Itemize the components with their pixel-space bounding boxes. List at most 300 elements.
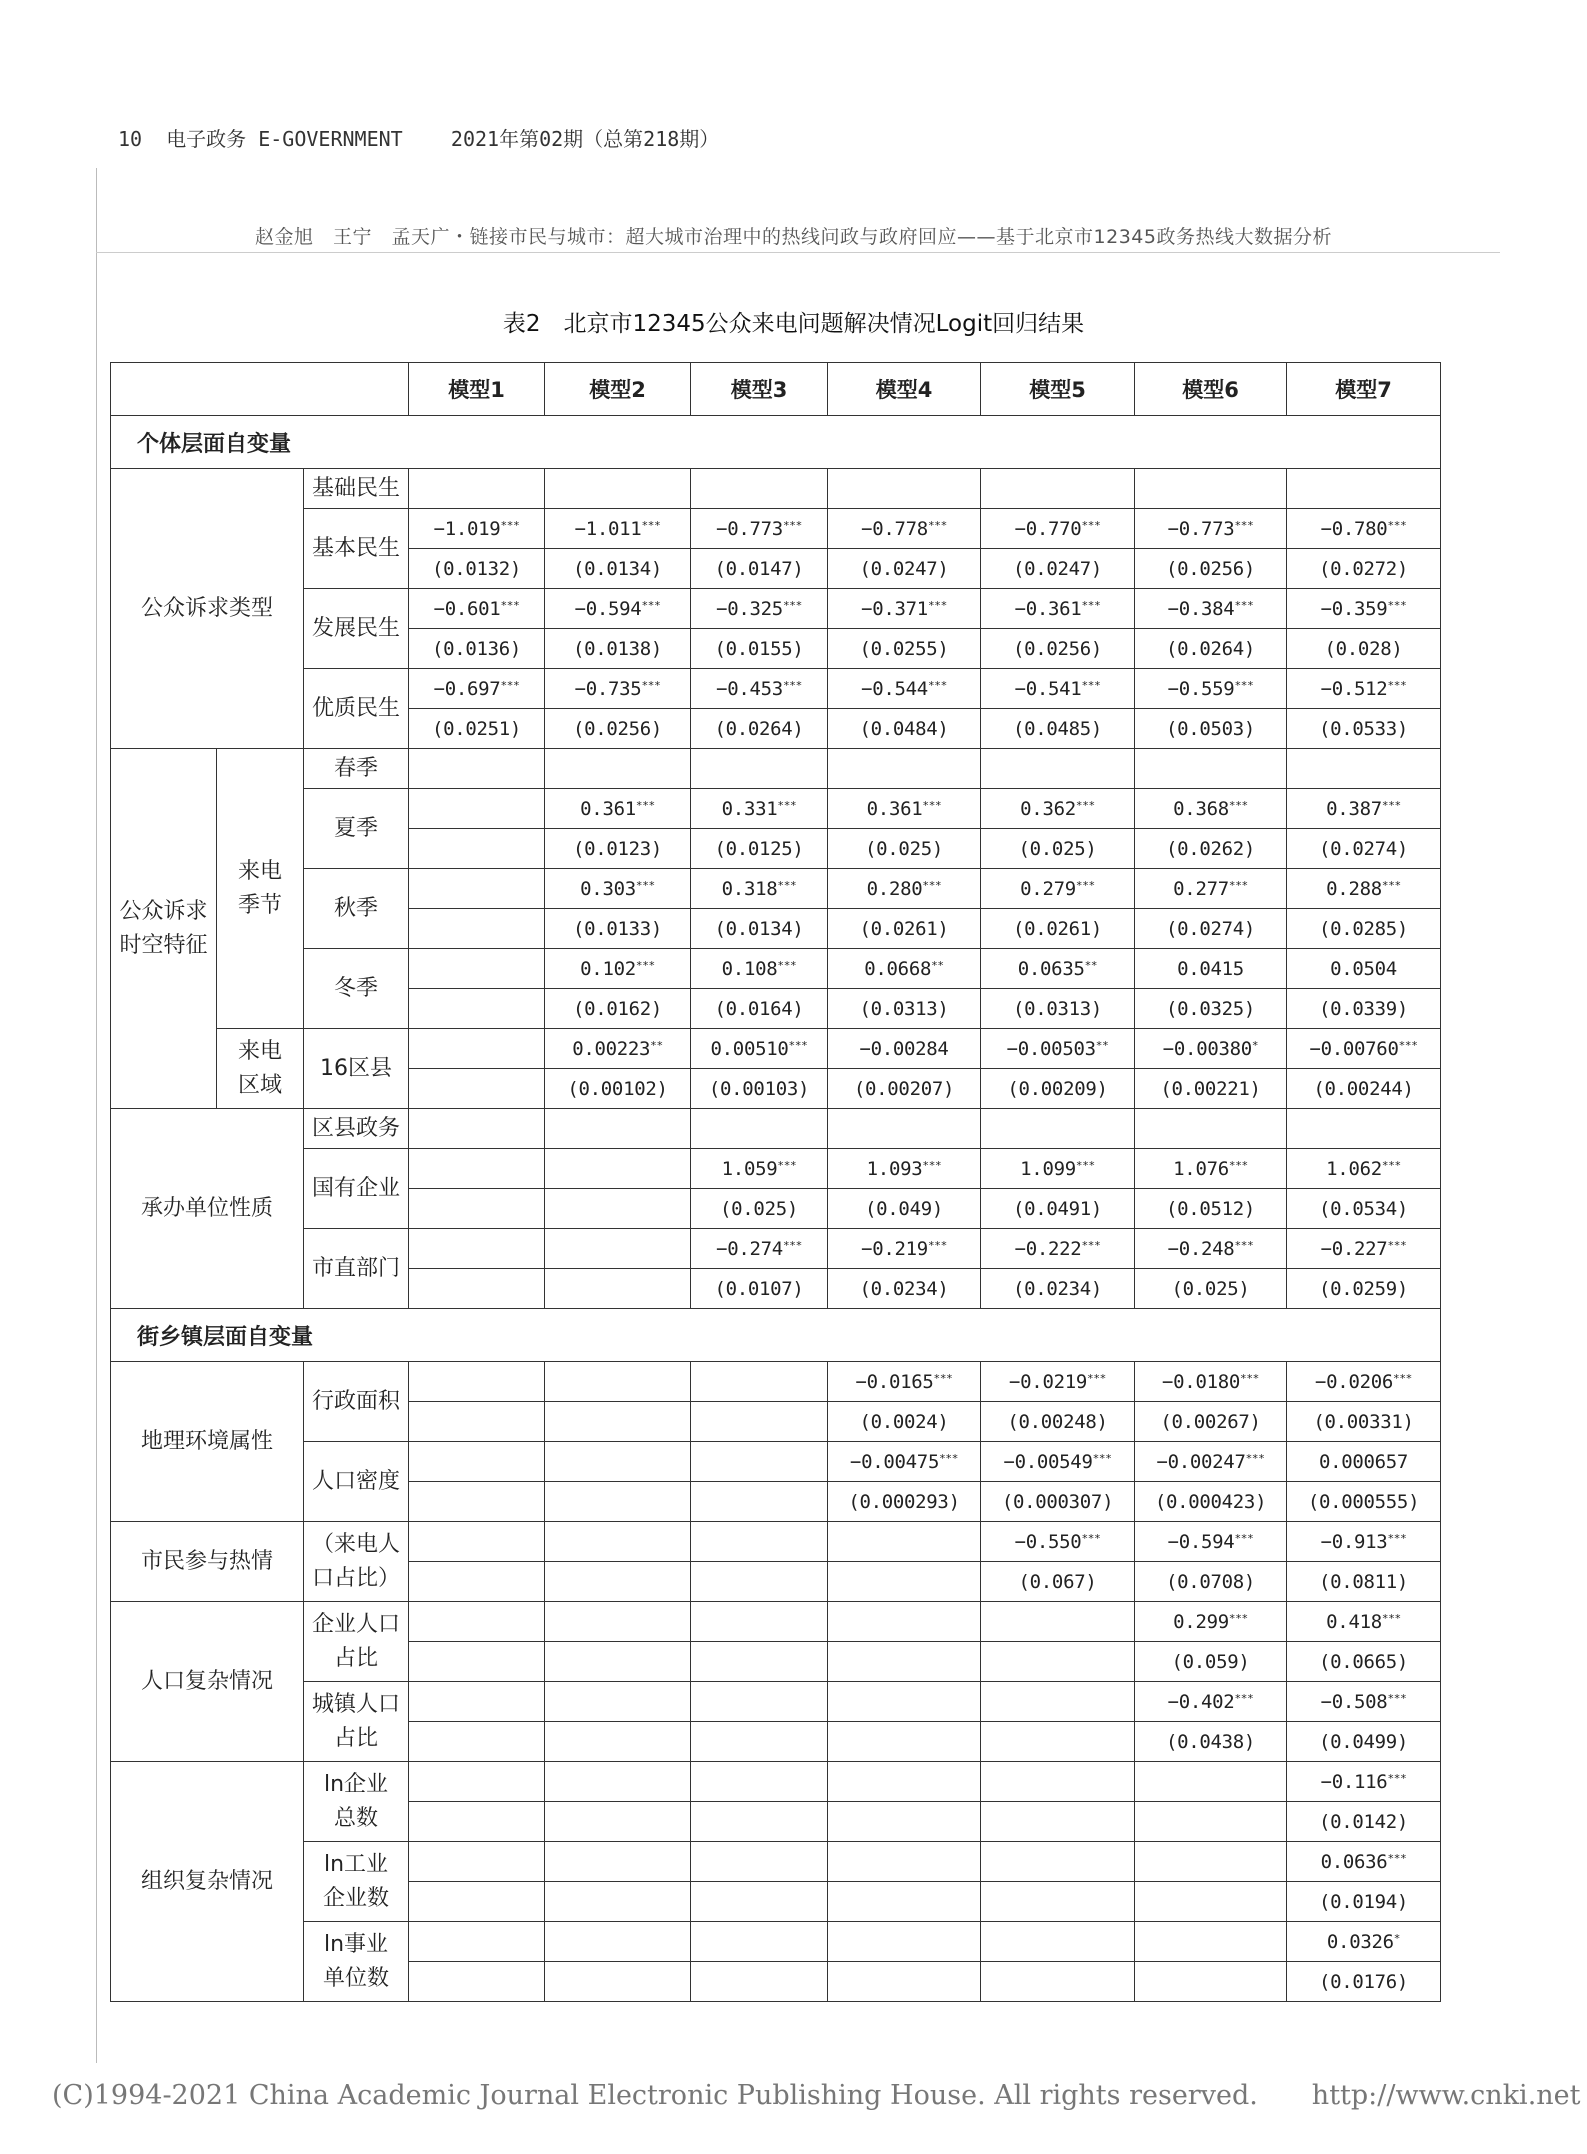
var-area: 行政面积 [304, 1362, 409, 1442]
entpop-se-model2 [545, 1642, 691, 1682]
area-se-model7: (0.00331) [1287, 1402, 1441, 1442]
entpop-se-model3 [691, 1642, 828, 1682]
callers-c-model7: −0.913*** [1287, 1522, 1441, 1562]
autumn-c-model2: 0.303*** [545, 869, 691, 909]
autumn-se-model3: (0.0134) [691, 909, 828, 949]
table-row [111, 509, 1441, 549]
table-row [111, 416, 1441, 469]
jiben-se-model3: (0.0147) [691, 549, 828, 589]
urbanpop-se-model6: (0.0438) [1135, 1722, 1287, 1762]
empty-cell [691, 749, 828, 789]
entpop-se-model5 [981, 1642, 1135, 1682]
urbanpop-se-model7: (0.0499) [1287, 1722, 1441, 1762]
density-c-model3 [691, 1442, 828, 1482]
autumn-se-model1 [409, 909, 545, 949]
jiben-c-model1: −1.019*** [409, 509, 545, 549]
autumn-se-model5: (0.0261) [981, 909, 1135, 949]
winter-c-model1 [409, 949, 545, 989]
group-appeal-type: 公众诉求类型 [111, 469, 304, 749]
area-c-model6: −0.0180*** [1135, 1362, 1287, 1402]
table-caption: 表2 北京市12345公众来电问题解决情况Logit回归结果 [502, 311, 1085, 337]
jiben-se-model7: (0.0272) [1287, 549, 1441, 589]
winter-se-model7: (0.0339) [1287, 989, 1441, 1029]
urbanpop-c-model5 [981, 1682, 1135, 1722]
jiben-c-model7: −0.780*** [1287, 509, 1441, 549]
density-c-model5: −0.00549*** [981, 1442, 1135, 1482]
empty-cell [409, 749, 545, 789]
youzhi-se-model7: (0.0533) [1287, 709, 1441, 749]
fazhan-se-model4: (0.0255) [828, 629, 981, 669]
urbanpop-se-model1 [409, 1722, 545, 1762]
var-jiben: 基本民生 [304, 509, 409, 589]
winter-c-model5: 0.0635** [981, 949, 1135, 989]
fazhan-se-model7: (0.028) [1287, 629, 1441, 669]
youzhi-c-model2: −0.735*** [545, 669, 691, 709]
var-ln-inst: ln事业 单位数 [304, 1922, 409, 2002]
var-shizhi: 市直部门 [304, 1229, 409, 1309]
fazhan-c-model7: −0.359*** [1287, 589, 1441, 629]
article-header: 赵金旭 王宁 孟天广・链接市民与城市：超大城市治理中的热线问政与政府回应——基于北京市12345政务热线大数据分析 [255, 226, 1332, 248]
urbanpop-c-model3 [691, 1682, 828, 1722]
lnind-c-model6 [1135, 1842, 1287, 1882]
district-se-model7: (0.00244) [1287, 1069, 1441, 1109]
winter-c-model6: 0.0415 [1135, 949, 1287, 989]
callers-se-model2 [545, 1562, 691, 1602]
autumn-se-model4: (0.0261) [828, 909, 981, 949]
entpop-c-model6: 0.299*** [1135, 1602, 1287, 1642]
lnind-c-model3 [691, 1842, 828, 1882]
area-se-model6: (0.00267) [1135, 1402, 1287, 1442]
autumn-c-model4: 0.280*** [828, 869, 981, 909]
urbanpop-se-model3 [691, 1722, 828, 1762]
density-c-model1 [409, 1442, 545, 1482]
empty-cell [1287, 749, 1441, 789]
lnind-se-model2 [545, 1882, 691, 1922]
empty-cell [981, 749, 1135, 789]
district-c-model4: −0.00284 [828, 1029, 981, 1069]
table-row [111, 1229, 1441, 1269]
area-c-model1 [409, 1362, 545, 1402]
winter-c-model3: 0.108*** [691, 949, 828, 989]
lnind-se-model4 [828, 1882, 981, 1922]
area-c-model4: −0.0165*** [828, 1362, 981, 1402]
winter-c-model4: 0.0668** [828, 949, 981, 989]
entpop-c-model1 [409, 1602, 545, 1642]
callers-c-model2 [545, 1522, 691, 1562]
urbanpop-c-model1 [409, 1682, 545, 1722]
empty-cell [691, 1109, 828, 1149]
shizhi-se-model3: (0.0107) [691, 1269, 828, 1309]
youzhi-se-model6: (0.0503) [1135, 709, 1287, 749]
lninst-se-model1 [409, 1962, 545, 2002]
area-c-model3 [691, 1362, 828, 1402]
autumn-c-model3: 0.318*** [691, 869, 828, 909]
district-se-model1 [409, 1069, 545, 1109]
youzhi-c-model1: −0.697*** [409, 669, 545, 709]
lninst-se-model7: (0.0176) [1287, 1962, 1441, 2002]
area-se-model4: (0.0024) [828, 1402, 981, 1442]
lnent-c-model5 [981, 1762, 1135, 1802]
guoyou-c-model7: 1.062*** [1287, 1149, 1441, 1189]
table-row [111, 363, 1441, 416]
empty-cell [828, 749, 981, 789]
var-autumn: 秋季 [304, 869, 409, 949]
lnent-c-model7: −0.116*** [1287, 1762, 1441, 1802]
entpop-c-model7: 0.418*** [1287, 1602, 1441, 1642]
district-c-model6: −0.00380* [1135, 1029, 1287, 1069]
guoyou-se-model6: (0.0512) [1135, 1189, 1287, 1229]
lnind-se-model5 [981, 1882, 1135, 1922]
empty-cell [828, 469, 981, 509]
entpop-c-model4 [828, 1602, 981, 1642]
table-row [111, 789, 1441, 829]
table-row [111, 1149, 1441, 1189]
youzhi-se-model1: (0.0251) [409, 709, 545, 749]
model-3-header: 模型3 [691, 363, 828, 416]
header-blank [111, 363, 409, 416]
empty-cell [409, 469, 545, 509]
district-c-model7: −0.00760*** [1287, 1029, 1441, 1069]
fazhan-se-model6: (0.0264) [1135, 629, 1287, 669]
autumn-c-model1 [409, 869, 545, 909]
area-se-model3 [691, 1402, 828, 1442]
density-c-model4: −0.00475*** [828, 1442, 981, 1482]
jiben-se-model4: (0.0247) [828, 549, 981, 589]
margin-rule [96, 168, 97, 2063]
callers-c-model3 [691, 1522, 828, 1562]
fazhan-c-model1: −0.601*** [409, 589, 545, 629]
var-callers: （来电人 口占比） [304, 1522, 409, 1602]
section-street: 街乡镇层面自变量 [111, 1309, 1441, 1362]
regression-table [110, 362, 1441, 2002]
lnent-se-model5 [981, 1802, 1135, 1842]
empty-cell [981, 1109, 1135, 1149]
winter-se-model6: (0.0325) [1135, 989, 1287, 1029]
entpop-se-model4 [828, 1642, 981, 1682]
var-guoyou: 国有企业 [304, 1149, 409, 1229]
district-c-model1 [409, 1029, 545, 1069]
area-se-model1 [409, 1402, 545, 1442]
shizhi-c-model2 [545, 1229, 691, 1269]
group-unit: 承办单位性质 [111, 1109, 304, 1309]
table-row [111, 749, 1441, 789]
guoyou-se-model3: (0.025) [691, 1189, 828, 1229]
lninst-se-model2 [545, 1962, 691, 2002]
fazhan-se-model1: (0.0136) [409, 629, 545, 669]
table-row [111, 589, 1441, 629]
area-se-model2 [545, 1402, 691, 1442]
callers-se-model4 [828, 1562, 981, 1602]
table-row [111, 1029, 1441, 1069]
group-spatiotemporal: 公众诉求 时空特征 [111, 749, 217, 1109]
summer-se-model2: (0.0123) [545, 829, 691, 869]
empty-cell [545, 469, 691, 509]
density-c-model7: 0.000657 [1287, 1442, 1441, 1482]
jiben-se-model2: (0.0134) [545, 549, 691, 589]
lninst-se-model6 [1135, 1962, 1287, 2002]
density-c-model6: −0.00247*** [1135, 1442, 1287, 1482]
lnent-c-model2 [545, 1762, 691, 1802]
table-row [111, 1842, 1441, 1882]
urbanpop-se-model4 [828, 1722, 981, 1762]
summer-c-model4: 0.361*** [828, 789, 981, 829]
district-se-model5: (0.00209) [981, 1069, 1135, 1109]
callers-c-model4 [828, 1522, 981, 1562]
urbanpop-c-model2 [545, 1682, 691, 1722]
empty-cell [1135, 1109, 1287, 1149]
lninst-c-model5 [981, 1922, 1135, 1962]
guoyou-c-model2 [545, 1149, 691, 1189]
lnind-se-model3 [691, 1882, 828, 1922]
summer-se-model6: (0.0262) [1135, 829, 1287, 869]
winter-se-model4: (0.0313) [828, 989, 981, 1029]
fazhan-c-model3: −0.325*** [691, 589, 828, 629]
group-geo: 地理环境属性 [111, 1362, 304, 1522]
summer-c-model5: 0.362*** [981, 789, 1135, 829]
guoyou-se-model4: (0.049) [828, 1189, 981, 1229]
section-individual: 个体层面自变量 [111, 416, 1441, 469]
group-citizen: 市民参与热情 [111, 1522, 304, 1602]
winter-se-model1 [409, 989, 545, 1029]
summer-c-model1 [409, 789, 545, 829]
lninst-c-model2 [545, 1922, 691, 1962]
district-c-model3: 0.00510*** [691, 1029, 828, 1069]
youzhi-c-model5: −0.541*** [981, 669, 1135, 709]
var-spring: 春季 [304, 749, 409, 789]
group-season: 来电 季节 [217, 749, 304, 1029]
summer-se-model5: (0.025) [981, 829, 1135, 869]
callers-se-model6: (0.0708) [1135, 1562, 1287, 1602]
winter-se-model2: (0.0162) [545, 989, 691, 1029]
lnent-c-model6 [1135, 1762, 1287, 1802]
fazhan-se-model2: (0.0138) [545, 629, 691, 669]
callers-se-model5: (0.067) [981, 1562, 1135, 1602]
var-ent-pop: 企业人口 占比 [304, 1602, 409, 1682]
lnent-se-model6 [1135, 1802, 1287, 1842]
empty-cell [1135, 469, 1287, 509]
shizhi-c-model6: −0.248*** [1135, 1229, 1287, 1269]
lnent-se-model2 [545, 1802, 691, 1842]
summer-c-model2: 0.361*** [545, 789, 691, 829]
table-row [111, 1602, 1441, 1642]
shizhi-se-model7: (0.0259) [1287, 1269, 1441, 1309]
district-c-model5: −0.00503** [981, 1029, 1135, 1069]
lninst-c-model4 [828, 1922, 981, 1962]
table-row [111, 669, 1441, 709]
table-row [111, 1109, 1441, 1149]
shizhi-c-model4: −0.219*** [828, 1229, 981, 1269]
lnent-se-model1 [409, 1802, 545, 1842]
youzhi-se-model3: (0.0264) [691, 709, 828, 749]
callers-se-model3 [691, 1562, 828, 1602]
empty-cell [828, 1109, 981, 1149]
autumn-c-model7: 0.288*** [1287, 869, 1441, 909]
density-se-model2 [545, 1482, 691, 1522]
table-row [111, 1682, 1441, 1722]
fazhan-c-model2: −0.594*** [545, 589, 691, 629]
guoyou-c-model4: 1.093*** [828, 1149, 981, 1189]
jiben-se-model5: (0.0247) [981, 549, 1135, 589]
lninst-c-model6 [1135, 1922, 1287, 1962]
header-rule [96, 252, 1500, 253]
autumn-se-model7: (0.0285) [1287, 909, 1441, 949]
summer-se-model1 [409, 829, 545, 869]
fazhan-c-model5: −0.361*** [981, 589, 1135, 629]
entpop-se-model6: (0.059) [1135, 1642, 1287, 1682]
autumn-c-model6: 0.277*** [1135, 869, 1287, 909]
jiben-c-model3: −0.773*** [691, 509, 828, 549]
lninst-se-model4 [828, 1962, 981, 2002]
lnent-se-model4 [828, 1802, 981, 1842]
area-c-model7: −0.0206*** [1287, 1362, 1441, 1402]
var-summer: 夏季 [304, 789, 409, 869]
group-population: 人口复杂情况 [111, 1602, 304, 1762]
density-c-model2 [545, 1442, 691, 1482]
lninst-se-model3 [691, 1962, 828, 2002]
empty-cell [545, 749, 691, 789]
table-row [111, 469, 1441, 509]
urbanpop-c-model7: −0.508*** [1287, 1682, 1441, 1722]
callers-se-model7: (0.0811) [1287, 1562, 1441, 1602]
district-c-model2: 0.00223** [545, 1029, 691, 1069]
youzhi-c-model4: −0.544*** [828, 669, 981, 709]
shizhi-se-model4: (0.0234) [828, 1269, 981, 1309]
district-se-model2: (0.00102) [545, 1069, 691, 1109]
urbanpop-c-model6: −0.402*** [1135, 1682, 1287, 1722]
fazhan-se-model3: (0.0155) [691, 629, 828, 669]
density-se-model1 [409, 1482, 545, 1522]
guoyou-se-model1 [409, 1189, 545, 1229]
area-c-model5: −0.0219*** [981, 1362, 1135, 1402]
var-youzhi: 优质民生 [304, 669, 409, 749]
empty-cell [1287, 469, 1441, 509]
var-fazhan: 发展民生 [304, 589, 409, 669]
running-header [118, 123, 719, 152]
empty-cell [1287, 1109, 1441, 1149]
empty-cell [545, 1109, 691, 1149]
var-urban-pop: 城镇人口 占比 [304, 1682, 409, 1762]
lninst-c-model3 [691, 1922, 828, 1962]
autumn-se-model2: (0.0133) [545, 909, 691, 949]
callers-c-model5: −0.550*** [981, 1522, 1135, 1562]
table-row [111, 1309, 1441, 1362]
area-se-model5: (0.00248) [981, 1402, 1135, 1442]
empty-cell [981, 469, 1135, 509]
area-c-model2 [545, 1362, 691, 1402]
var-winter: 冬季 [304, 949, 409, 1029]
empty-cell [691, 469, 828, 509]
table-row [111, 1362, 1441, 1402]
table-row [111, 1762, 1441, 1802]
model-1-header: 模型1 [409, 363, 545, 416]
shizhi-c-model5: −0.222*** [981, 1229, 1135, 1269]
model-4-header: 模型4 [828, 363, 981, 416]
density-se-model7: (0.000555) [1287, 1482, 1441, 1522]
summer-c-model3: 0.331*** [691, 789, 828, 829]
lnent-c-model4 [828, 1762, 981, 1802]
summer-c-model6: 0.368*** [1135, 789, 1287, 829]
table-row [111, 1522, 1441, 1562]
guoyou-c-model3: 1.059*** [691, 1149, 828, 1189]
guoyou-c-model5: 1.099*** [981, 1149, 1135, 1189]
shizhi-se-model1 [409, 1269, 545, 1309]
var-density: 人口密度 [304, 1442, 409, 1522]
summer-c-model7: 0.387*** [1287, 789, 1441, 829]
entpop-se-model7: (0.0665) [1287, 1642, 1441, 1682]
var-jichu: 基础民生 [304, 469, 409, 509]
var-quxian: 区县政务 [304, 1109, 409, 1149]
model-2-header: 模型2 [545, 363, 691, 416]
model-6-header: 模型6 [1135, 363, 1287, 416]
urbanpop-c-model4 [828, 1682, 981, 1722]
jiben-c-model5: −0.770*** [981, 509, 1135, 549]
youzhi-c-model3: −0.453*** [691, 669, 828, 709]
urbanpop-se-model2 [545, 1722, 691, 1762]
var-ln-ind: ln工业 企业数 [304, 1842, 409, 1922]
table-row [111, 949, 1441, 989]
model-7-header: 模型7 [1287, 363, 1441, 416]
entpop-c-model3 [691, 1602, 828, 1642]
guoyou-se-model5: (0.0491) [981, 1189, 1135, 1229]
youzhi-c-model7: −0.512*** [1287, 669, 1441, 709]
page-number: 10 [118, 127, 143, 151]
winter-c-model7: 0.0504 [1287, 949, 1441, 989]
lninst-c-model1 [409, 1922, 545, 1962]
model-5-header: 模型5 [981, 363, 1135, 416]
lnent-c-model3 [691, 1762, 828, 1802]
district-se-model3: (0.00103) [691, 1069, 828, 1109]
shizhi-c-model7: −0.227*** [1287, 1229, 1441, 1269]
district-se-model6: (0.00221) [1135, 1069, 1287, 1109]
entpop-c-model2 [545, 1602, 691, 1642]
table-row [111, 1442, 1441, 1482]
fazhan-c-model6: −0.384*** [1135, 589, 1287, 629]
lnent-c-model1 [409, 1762, 545, 1802]
jiben-c-model4: −0.778*** [828, 509, 981, 549]
callers-c-model1 [409, 1522, 545, 1562]
copyright-footer: (C)1994-2021 China Academic Journal Electronic Publishing House. All rights reserved. http://www.cnki.net [52, 2080, 1581, 2111]
lnind-se-model1 [409, 1882, 545, 1922]
callers-se-model1 [409, 1562, 545, 1602]
empty-cell [1135, 749, 1287, 789]
group-organization: 组织复杂情况 [111, 1762, 304, 2002]
table-row [111, 869, 1441, 909]
jiben-c-model2: −1.011*** [545, 509, 691, 549]
youzhi-c-model6: −0.559*** [1135, 669, 1287, 709]
winter-c-model2: 0.102*** [545, 949, 691, 989]
shizhi-se-model6: (0.025) [1135, 1269, 1287, 1309]
autumn-c-model5: 0.279*** [981, 869, 1135, 909]
jiben-se-model1: (0.0132) [409, 549, 545, 589]
lnind-c-model5 [981, 1842, 1135, 1882]
journal-name: 电子政务 E-GOVERNMENT [166, 127, 403, 151]
autumn-se-model6: (0.0274) [1135, 909, 1287, 949]
lnind-c-model4 [828, 1842, 981, 1882]
summer-se-model7: (0.0274) [1287, 829, 1441, 869]
urbanpop-se-model5 [981, 1722, 1135, 1762]
table-row [111, 1922, 1441, 1962]
guoyou-c-model1 [409, 1149, 545, 1189]
guoyou-se-model2 [545, 1189, 691, 1229]
fazhan-se-model5: (0.0256) [981, 629, 1135, 669]
youzhi-se-model4: (0.0484) [828, 709, 981, 749]
shizhi-c-model3: −0.274*** [691, 1229, 828, 1269]
var-ln-ent: ln企业 总数 [304, 1762, 409, 1842]
entpop-se-model1 [409, 1642, 545, 1682]
shizhi-c-model1 [409, 1229, 545, 1269]
lnind-c-model1 [409, 1842, 545, 1882]
lnent-se-model7: (0.0142) [1287, 1802, 1441, 1842]
